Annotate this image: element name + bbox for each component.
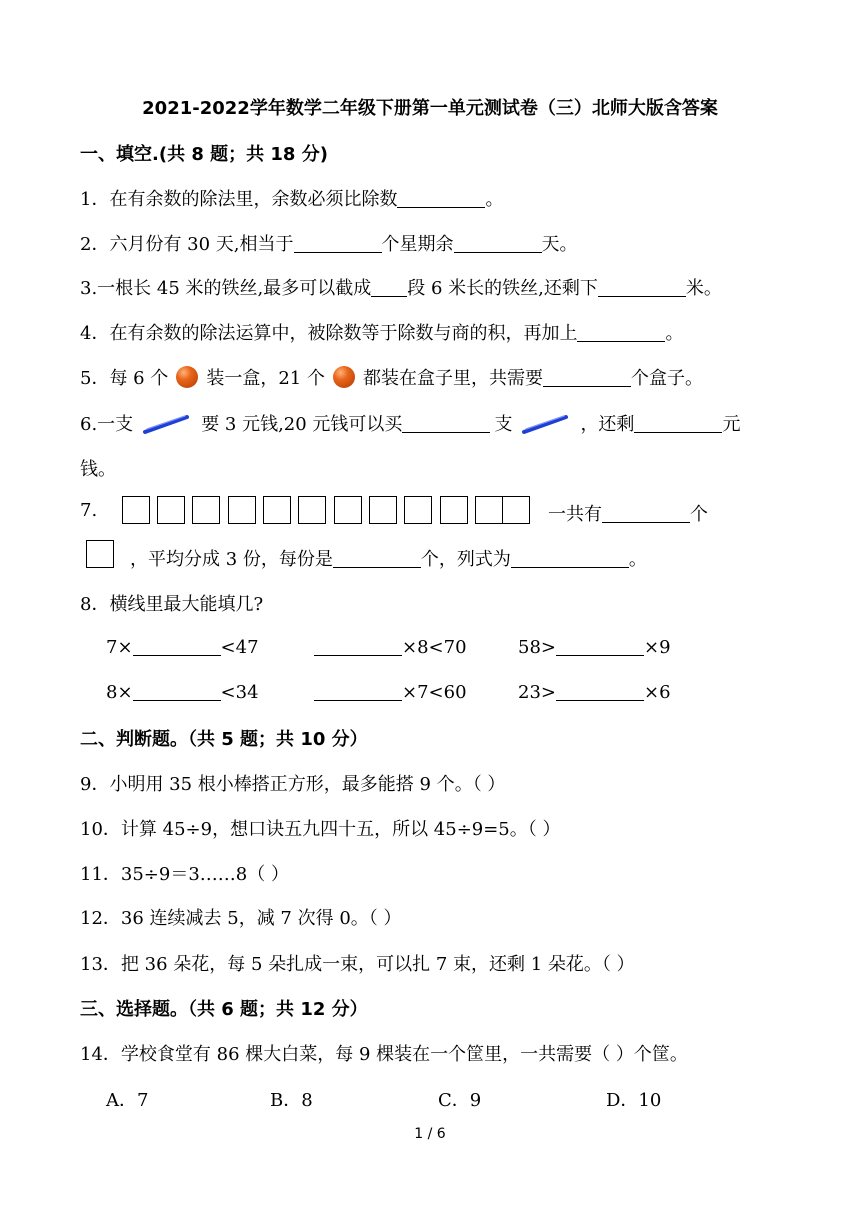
q2-blank-days[interactable] bbox=[454, 232, 542, 253]
question-8-stem: 8．横线里最大能填几? bbox=[80, 594, 264, 615]
page-title: 2021-2022学年数学二年级下册第一单元测试卷（三）北师大版含答案 bbox=[142, 98, 718, 119]
q14-option-a[interactable]: A．7 bbox=[106, 1090, 149, 1111]
question-9[interactable]: 9．小明用 35 根小棒搭正方形，最多能搭 9 个。（ ） bbox=[80, 774, 506, 795]
blue-pen-icon bbox=[520, 412, 572, 436]
q7-blank-each[interactable] bbox=[333, 547, 421, 568]
q2-text: 2．六月份有 30 天,相当于 bbox=[80, 234, 294, 255]
q8-text: <34 bbox=[220, 682, 259, 703]
q8-text: ×8<70 bbox=[402, 637, 467, 658]
q7-text-end: 。 bbox=[628, 549, 647, 570]
q3-text: 3.一根长 45 米的铁丝,最多可以截成 bbox=[80, 278, 372, 299]
q6-text-mid2: ，还剩 bbox=[580, 414, 635, 435]
square-box-icon bbox=[298, 496, 326, 524]
q4-text-end: 。 bbox=[665, 323, 684, 344]
q7-text: 一共有 bbox=[548, 504, 602, 525]
q8-text: ×6 bbox=[644, 682, 671, 703]
q8-blank[interactable] bbox=[133, 680, 221, 701]
q8-text: 58> bbox=[518, 637, 556, 658]
q1-text-end: 。 bbox=[485, 189, 504, 210]
q8-row2-item2 bbox=[314, 680, 467, 703]
q14-option-c[interactable]: C．9 bbox=[438, 1090, 482, 1111]
page-number: 1 / 6 bbox=[414, 1126, 446, 1142]
q7-blank-formula[interactable] bbox=[511, 547, 629, 568]
q8-row2-item1 bbox=[106, 680, 259, 703]
orange-ball-icon bbox=[176, 366, 198, 388]
q7-line2 bbox=[130, 545, 647, 571]
orange-ball-icon bbox=[333, 366, 355, 388]
q6-text-mid: 要 3 元钱,20 元钱可以买 bbox=[201, 414, 403, 435]
q6-text: 6.一支 bbox=[80, 414, 134, 435]
square-box-icon bbox=[404, 496, 432, 524]
square-box-icon bbox=[440, 496, 468, 524]
question-13[interactable]: 13．把 36 朵花，每 5 朵扎成一束，可以扎 7 束，还剩 1 朵花。（ ） bbox=[80, 954, 635, 975]
square-box-icon bbox=[502, 496, 530, 524]
square-box-icon bbox=[334, 496, 362, 524]
q2-text-end: 天。 bbox=[541, 234, 578, 255]
q1-text: 1．在有余数的除法里，余数必须比除数 bbox=[80, 189, 398, 210]
question-10[interactable]: 10．计算 45÷9，想口诀五九四十五，所以 45÷9=5。（ ） bbox=[80, 819, 561, 840]
q8-row1-item2 bbox=[314, 635, 467, 658]
q8-blank[interactable] bbox=[556, 635, 644, 656]
q8-text: 8× bbox=[106, 682, 133, 703]
question-1 bbox=[80, 185, 503, 211]
q7-text-unit: 个 bbox=[690, 504, 708, 525]
question-5 bbox=[80, 364, 703, 390]
square-box-icon bbox=[475, 496, 503, 524]
q7-number: 7. bbox=[80, 500, 98, 521]
q3-text-mid: 段 6 米长的铁丝,还剩下 bbox=[407, 278, 598, 299]
q7-line1-tail bbox=[548, 500, 708, 526]
q14-option-b[interactable]: B．8 bbox=[270, 1090, 313, 1111]
q5-answer-blank[interactable] bbox=[543, 366, 631, 387]
q5-text-mid2: 都装在盒子里，共需要 bbox=[363, 368, 543, 389]
q8-row2-item3 bbox=[518, 680, 671, 703]
square-box-icon bbox=[157, 496, 185, 524]
q8-blank[interactable] bbox=[133, 635, 221, 656]
q8-text: 7× bbox=[106, 637, 133, 658]
question-4 bbox=[80, 319, 683, 345]
q5-text: 5．每 6 个 bbox=[80, 368, 169, 389]
square-box-icon bbox=[192, 496, 220, 524]
q5-text-end: 个盒子。 bbox=[631, 368, 703, 389]
q8-text: ×9 bbox=[644, 637, 671, 658]
section-heading-true-false: 二、判断题。（共 5 题；共 10 分） bbox=[80, 729, 368, 750]
q3-blank-segments[interactable] bbox=[371, 276, 407, 297]
blue-pen-icon bbox=[141, 412, 193, 436]
q8-text: <47 bbox=[220, 637, 259, 658]
q7-blank-total[interactable] bbox=[602, 502, 690, 523]
q1-answer-blank[interactable] bbox=[397, 187, 485, 208]
q3-text-end: 米。 bbox=[685, 278, 722, 299]
q6-text-yuan: 元 bbox=[722, 414, 741, 435]
question-11[interactable]: 11．35÷9＝3……8（ ） bbox=[80, 864, 289, 885]
q3-blank-remaining[interactable] bbox=[598, 276, 686, 297]
q8-blank[interactable] bbox=[314, 680, 402, 701]
question-12[interactable]: 12．36 连续减去 5，减 7 次得 0。（ ） bbox=[80, 908, 402, 929]
q8-row1-item3 bbox=[518, 635, 671, 658]
q7-text-mid: ，平均分成 3 份，每份是 bbox=[130, 549, 333, 570]
q8-text: 23> bbox=[518, 682, 556, 703]
q4-text: 4．在有余数的除法运算中，被除数等于除数与商的积，再加上 bbox=[80, 323, 578, 344]
question-3 bbox=[80, 274, 722, 300]
question-6 bbox=[80, 410, 740, 436]
square-box-icon bbox=[86, 540, 114, 568]
question-14-stem: 14．学校食堂有 86 棵大白菜，每 9 棵装在一个筐里，一共需要（ ）个筐。 bbox=[80, 1044, 688, 1065]
q4-answer-blank[interactable] bbox=[577, 321, 665, 342]
question-2 bbox=[80, 230, 578, 256]
section-heading-fill-in: 一、填空.(共 8 题；共 18 分) bbox=[80, 144, 328, 165]
q14-option-d[interactable]: D．10 bbox=[606, 1090, 662, 1111]
q7-text-formula: 个，列式为 bbox=[420, 549, 511, 570]
q8-row1-item1 bbox=[106, 635, 259, 658]
square-box-icon bbox=[263, 496, 291, 524]
square-box-icon bbox=[228, 496, 256, 524]
q6-blank-count[interactable] bbox=[402, 412, 490, 433]
q8-text: ×7<60 bbox=[402, 682, 467, 703]
square-box-icon bbox=[122, 496, 150, 524]
q2-text-mid: 个星期余 bbox=[381, 234, 454, 255]
q5-text-mid: 装一盒，21 个 bbox=[206, 368, 325, 389]
q8-blank[interactable] bbox=[314, 635, 402, 656]
q2-blank-weeks[interactable] bbox=[294, 232, 382, 253]
square-box-icon bbox=[369, 496, 397, 524]
section-heading-multiple-choice: 三、选择题。（共 6 题；共 12 分） bbox=[80, 999, 368, 1020]
q6-text-wrap: 钱。 bbox=[80, 459, 116, 480]
q8-blank[interactable] bbox=[556, 680, 644, 701]
q6-blank-change[interactable] bbox=[634, 412, 722, 433]
q6-text-unit: 支 bbox=[494, 414, 513, 435]
